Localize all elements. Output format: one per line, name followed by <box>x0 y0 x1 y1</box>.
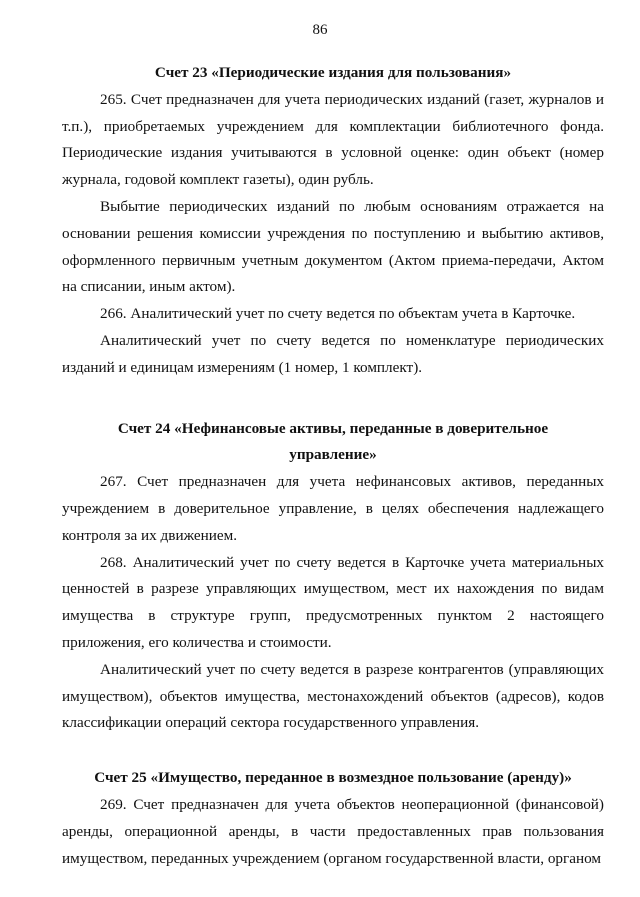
paragraph: Выбытие периодических изданий по любым основаниям отражается на основании решения комиссии учреждения по поступлению и выбытию активов, оформленного первичным учетным документом (Актом приема-передачи, Актом на списании, иным актом). <box>62 197 604 296</box>
paragraph: 266. Аналитический учет по счету ведется по объектам учета в Карточке. <box>100 305 576 323</box>
paragraph: 267. Счет предназначен для учета нефинансовых активов, переданных учреждением в доверительное управление, в целях обеспечения надлежащего контроля за их движением. <box>62 473 604 544</box>
paragraph: 269. Счет предназначен для учета объектов неоперационной (финансовой) аренды, операционной аренды, в части предоставленных прав пользования имуществом, переданных учреждением (органом государственной власти, органом <box>62 795 604 867</box>
section-heading-account-24: Счет 24 «Нефинансовые активы, переданные в доверительное управление» <box>117 419 549 464</box>
section-heading-account-25: Счет 25 «Имущество, переданное в возмездное пользование (аренду)» <box>94 769 572 787</box>
paragraph: 265. Счет предназначен для учета периодических изданий (газет, журналов и т.п.), приобретаемых учреждением для комплектации библиотечного фонда. Периодические издания учитываются в условной оценке: один объект (номер журнала, годовой комплект газеты), один рубль. <box>62 90 604 189</box>
section-heading-account-23: Счет 23 «Периодические издания для пользования» <box>154 64 512 81</box>
page-number: 86 <box>312 22 328 38</box>
paragraph: Аналитический учет по счету ведется по номенклатуре периодических изданий и единицам измерениям (1 номер, 1 комплект). <box>62 331 604 376</box>
document-body <box>62 60 604 872</box>
paragraph: Аналитический учет по счету ведется в разрезе контрагентов (управляющих имуществом), объектов имущества, местонахождений объектов (адресов), кодов классификации операций сектора государственного управления. <box>62 660 604 732</box>
paragraph: 268. Аналитический учет по счету ведется в Карточке учета материальных ценностей в разрезе управляющих имуществом, мест их нахождения по видам имущества в структуре групп, предусмотренных пунктом 2 настоящего приложения, его количества и стоимости. <box>62 553 604 651</box>
